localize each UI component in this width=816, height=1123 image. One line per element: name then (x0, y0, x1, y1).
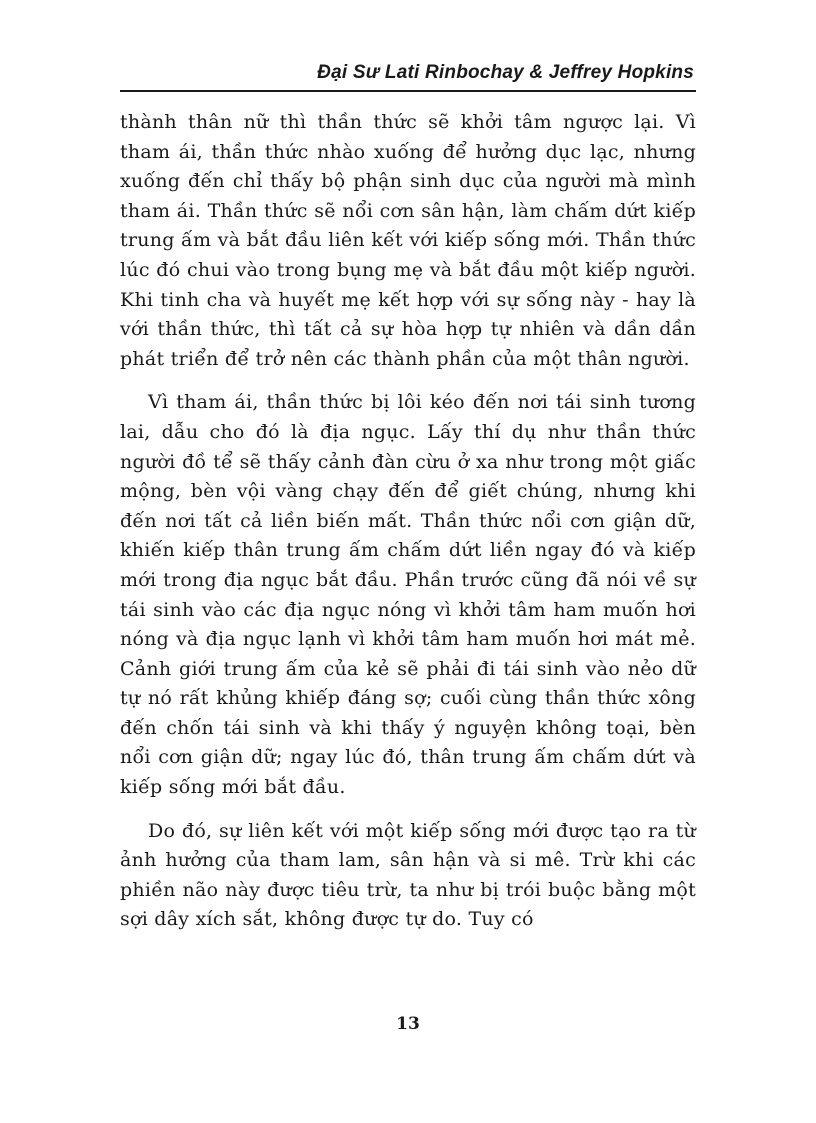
paragraph-3: Do đó, sự liên kết với một kiếp sống mới được tạo ra từ ảnh hưởng của tham lam, sân hận và si mê. Trừ khi các phiền não này được tiêu trừ, ta như bị trói buộc bằng một sợi dây xích sắt, không được tự do. Tuy có (120, 819, 696, 931)
paragraph-2: Vì tham ái, thần thức bị lôi kéo đến nơi tái sinh tương lai, dẫu cho đó là địa ngục. Lấy thí dụ như thần thức người đồ tể sẽ thấy cảnh đàn cừu ở xa như trong một giấc mộng, bèn vội vàng chạy đến để giết chúng, nhưng khi đến nơi tất cả liền biến mất. Thần thức nổi cơn giận dữ, khiến kiếp thân trung ấm chấm dứt liền ngay đó và kiếp mới trong địa ngục bắt đầu. Phần trước cũng đã nói về sự tái sinh vào các địa ngục nóng vì khởi tâm ham muốn hơi nóng và địa ngục lạnh vì khởi tâm ham muốn hơi mát mẻ. Cảnh giới trung ấm của kẻ sẽ phải đi tái sinh vào nẻo dữ tự nó rất khủng khiếp đáng sợ; cuối cùng thần thức xông đến chốn tái sinh và khi thấy ý nguyện không toại, bèn nổi cơn giận dữ; ngay lúc đó, thân trung ấm chấm dứt và kiếp sống mới bắt đầu. (120, 391, 696, 799)
body-text (120, 108, 696, 935)
paragraph-1: thành thân nữ thì thần thức sẽ khởi tâm ngược lại. Vì tham ái, thần thức nhào xuống để hưởng dục lạc, nhưng xuống đến chỉ thấy bộ phận sinh dục của người mà mình tham ái. Thần thức sẽ nổi cơn sân hận, làm chấm dứt kiếp trung ấm và bắt đầu liên kết với kiếp sống mới. Thần thức lúc đó chui vào trong bụng mẹ và bắt đầu một kiếp người. Khi tinh cha và huyết mẹ kết hợp với sự sống này - hay là với thần thức, thì tất cả sự hòa hợp tự nhiên và dần dần phát triển để trở nên các thành phần của một thân người. (120, 111, 696, 370)
running-header: Đại Sư Lati Rinbochay & Jeffrey Hopkins (317, 62, 694, 83)
page-body (120, 60, 696, 949)
page-number: 13 (396, 1014, 420, 1034)
header-rule (120, 90, 696, 92)
